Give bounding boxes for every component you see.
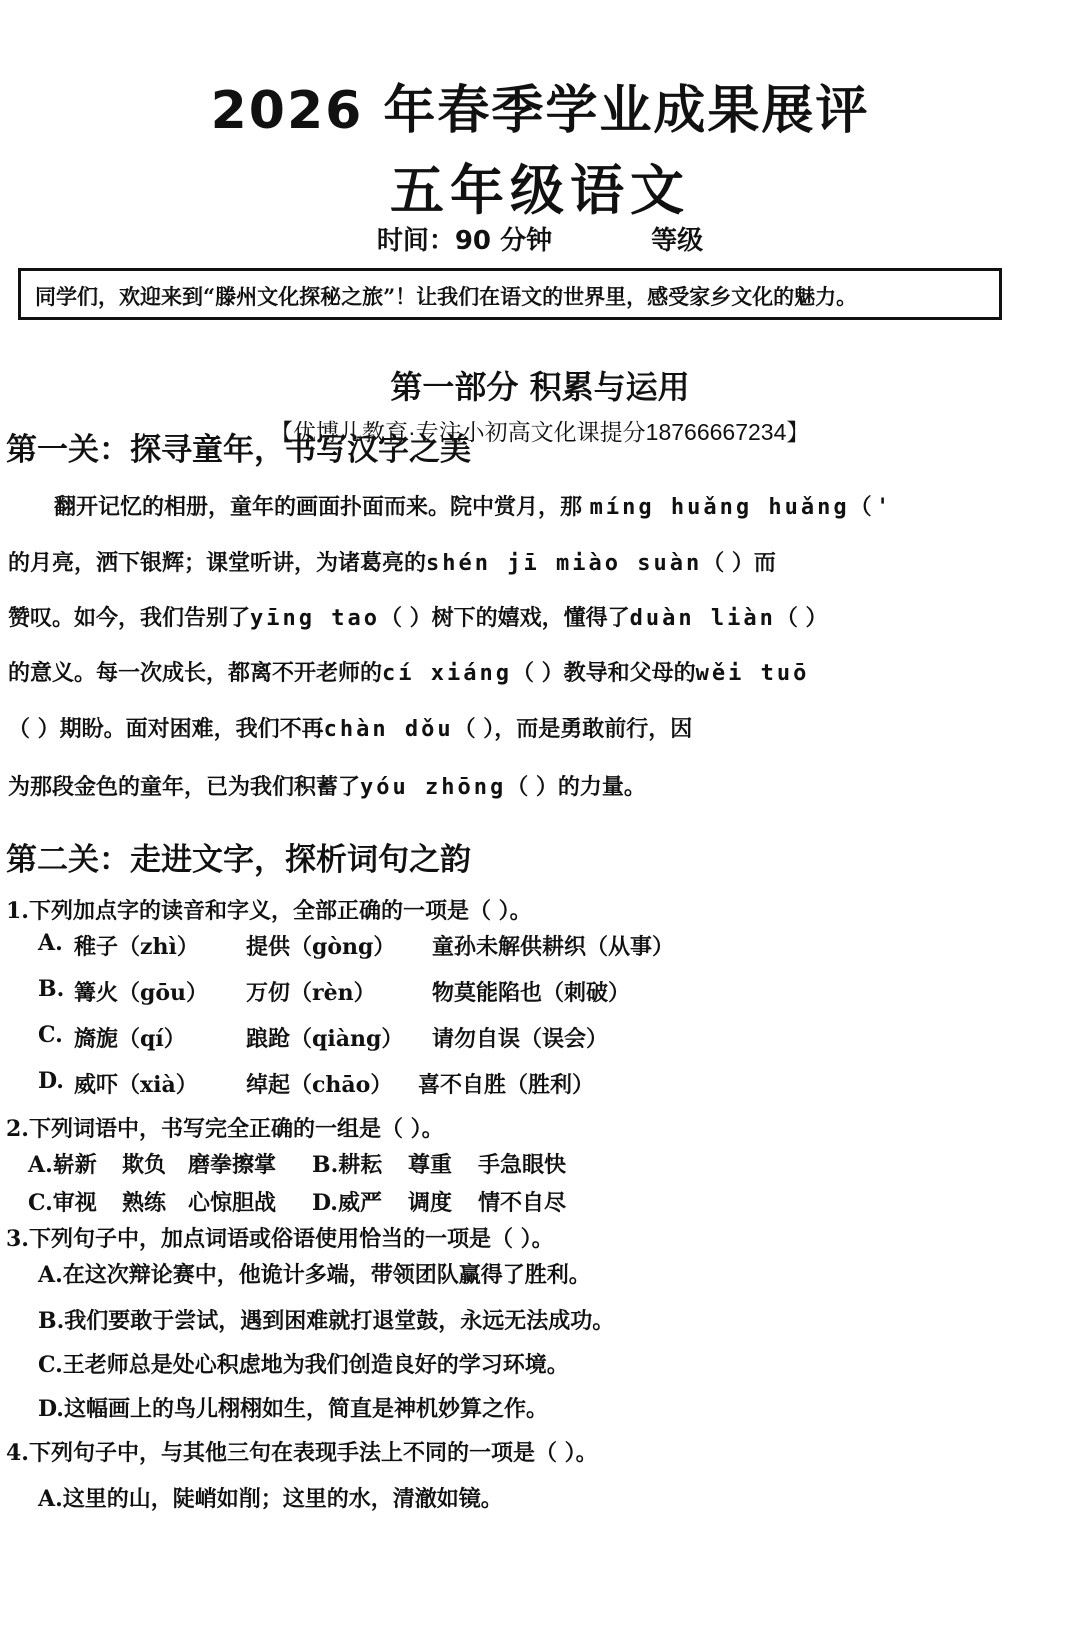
option-item: D.威严 [312, 1190, 382, 1216]
option-item: 欺负 [122, 1152, 167, 1178]
option-item: 情不自尽 [478, 1190, 567, 1216]
option-letter: A. [38, 930, 63, 956]
option-item: 磨拳擦掌 [188, 1152, 277, 1178]
subject-title: 五年级语文 [390, 159, 690, 222]
option-item: 心惊胆战 [188, 1190, 277, 1216]
answer-blank[interactable]: （ ）树下的嬉戏，懂得了 [379, 605, 630, 631]
question-1-stem: 1.下列加点字的读音和字义，全部正确的一项是（ ）。 [6, 898, 532, 924]
question-2-stem: 2.下列词语中，书写完全正确的一组是（ ）。 [6, 1116, 444, 1142]
option-item: 调度 [408, 1190, 453, 1216]
pinyin-prompt: duàn liàn [629, 606, 776, 631]
pinyin-line-5 [8, 712, 692, 743]
option-letter: D. [38, 1068, 64, 1094]
option-item: 手急眼快 [478, 1152, 567, 1178]
option-item: 旖旎（qí） [74, 1026, 186, 1052]
pinyin-line-1: 翻开记忆的相册，童年的画面扑面而来。院中赏月，那 míng huǎng huǎng（ ' [54, 494, 886, 520]
option-row[interactable]: B.我们要敢于尝试，遇到困难就打退堂鼓，永远无法成功。 [38, 1308, 615, 1334]
answer-blank[interactable]: （ ）的力量。 [506, 774, 646, 800]
pinyin-line-4: 的意义。每一次成长，都离不开老师的cí xiáng（ ）教导和父母的wěi tuō [8, 660, 810, 686]
stage1-title: 第一关：探寻童年，书写汉字之美 [6, 432, 471, 468]
question-1-options [0, 930, 1080, 1110]
option-item: A.崭新 [28, 1152, 97, 1178]
answer-blank[interactable]: （ ）教导和父母的 [511, 660, 696, 686]
answer-blank[interactable]: （ ' [849, 494, 886, 520]
question-2-options [0, 1148, 1080, 1228]
answer-blank[interactable]: （ ），而是勇敢前行，因 [453, 716, 693, 742]
option-item: 请勿自误（误会） [432, 1026, 609, 1052]
option-row[interactable]: A.在这次辩论赛中，他诡计多端，带领团队赢得了胜利。 [38, 1262, 591, 1288]
pinyin-line-2: 的月亮，洒下银辉；课堂听讲，为诸葛亮的shén jī miào suàn（ ）而 [8, 550, 776, 576]
welcome-box: 同学们，欢迎来到“滕州文化探秘之旅”！让我们在语文的世界里，感受家乡文化的魅力。 [18, 268, 1002, 320]
answer-blank[interactable]: （ ）期盼。面对困难，我们不再 [8, 716, 324, 742]
ad-banner: 【优博儿教育·专注小初高文化课提分18766667234】 [270, 419, 810, 445]
grade-label: 等级 [651, 226, 704, 256]
question-4-stem: 4.下列句子中，与其他三句在表现手法上不同的一项是（ ）。 [6, 1440, 598, 1466]
pinyin-line-6: 为那段金色的童年，已为我们积蓄了yóu zhōng（ ）的力量。 [8, 774, 646, 800]
option-row[interactable]: C.王老师总是处心积虑地为我们创造良好的学习环境。 [38, 1352, 569, 1378]
pinyin-prompt: yóu zhōng [360, 775, 507, 800]
pinyin-prompt: wěi tuō [695, 661, 810, 686]
option-item: 踉跄（qiàng） [246, 1026, 404, 1052]
exam-meta [0, 220, 1080, 257]
pinyin-line-3: 赞叹。如今，我们告别了yīng tao（ ）树下的嬉戏，懂得了duàn liàn（ ） [8, 605, 828, 631]
option-item: 物莫能陷也（刺破） [432, 980, 631, 1006]
option-item: 威吓（xià） [74, 1072, 198, 1098]
option-item: 稚子（zhì） [74, 934, 199, 960]
option-item: 篝火（gōu） [74, 980, 209, 1006]
option-item: 绰起（chāo） [246, 1072, 393, 1098]
option-item: 万仞（rèn） [246, 980, 376, 1006]
pinyin-prompt: shén jī miào suàn [426, 551, 703, 576]
exam-title: 2026 年春季学业成果展评 [210, 81, 870, 141]
option-item: 尊重 [408, 1152, 453, 1178]
option-item: C.审视 [28, 1190, 97, 1216]
option-item: 提供（gòng） [246, 934, 396, 960]
option-row[interactable]: A.这里的山，陡峭如削；这里的水，清澈如镜。 [38, 1486, 503, 1512]
pinyin-prompt: cí xiáng [382, 661, 512, 686]
option-letter: B. [38, 976, 65, 1002]
part-title: 第一部分 积累与运用 [390, 368, 690, 406]
answer-blank[interactable]: （ ） [775, 605, 828, 631]
pinyin-prompt: míng huǎng huǎng [589, 495, 850, 520]
time-limit: 时间：90 分钟 [376, 226, 553, 256]
option-item: B.耕耘 [312, 1152, 383, 1178]
stage2-title: 第二关：走进文字，探析词句之韵 [6, 842, 471, 878]
option-item: 童孙未解供耕织（从事） [432, 934, 675, 960]
option-letter: C. [38, 1022, 63, 1048]
option-item: 喜不自胜（胜利） [418, 1072, 595, 1098]
option-row[interactable]: D.这幅画上的鸟儿栩栩如生，简直是神机妙算之作。 [38, 1396, 548, 1422]
pinyin-prompt: yīng tao [250, 606, 380, 631]
answer-blank[interactable]: （ ）而 [702, 550, 776, 576]
option-item: 熟练 [122, 1190, 167, 1216]
pinyin-prompt: chàn dǒu [323, 717, 454, 742]
question-3-stem: 3.下列句子中，加点词语或俗语使用恰当的一项是（ ）。 [6, 1226, 554, 1252]
